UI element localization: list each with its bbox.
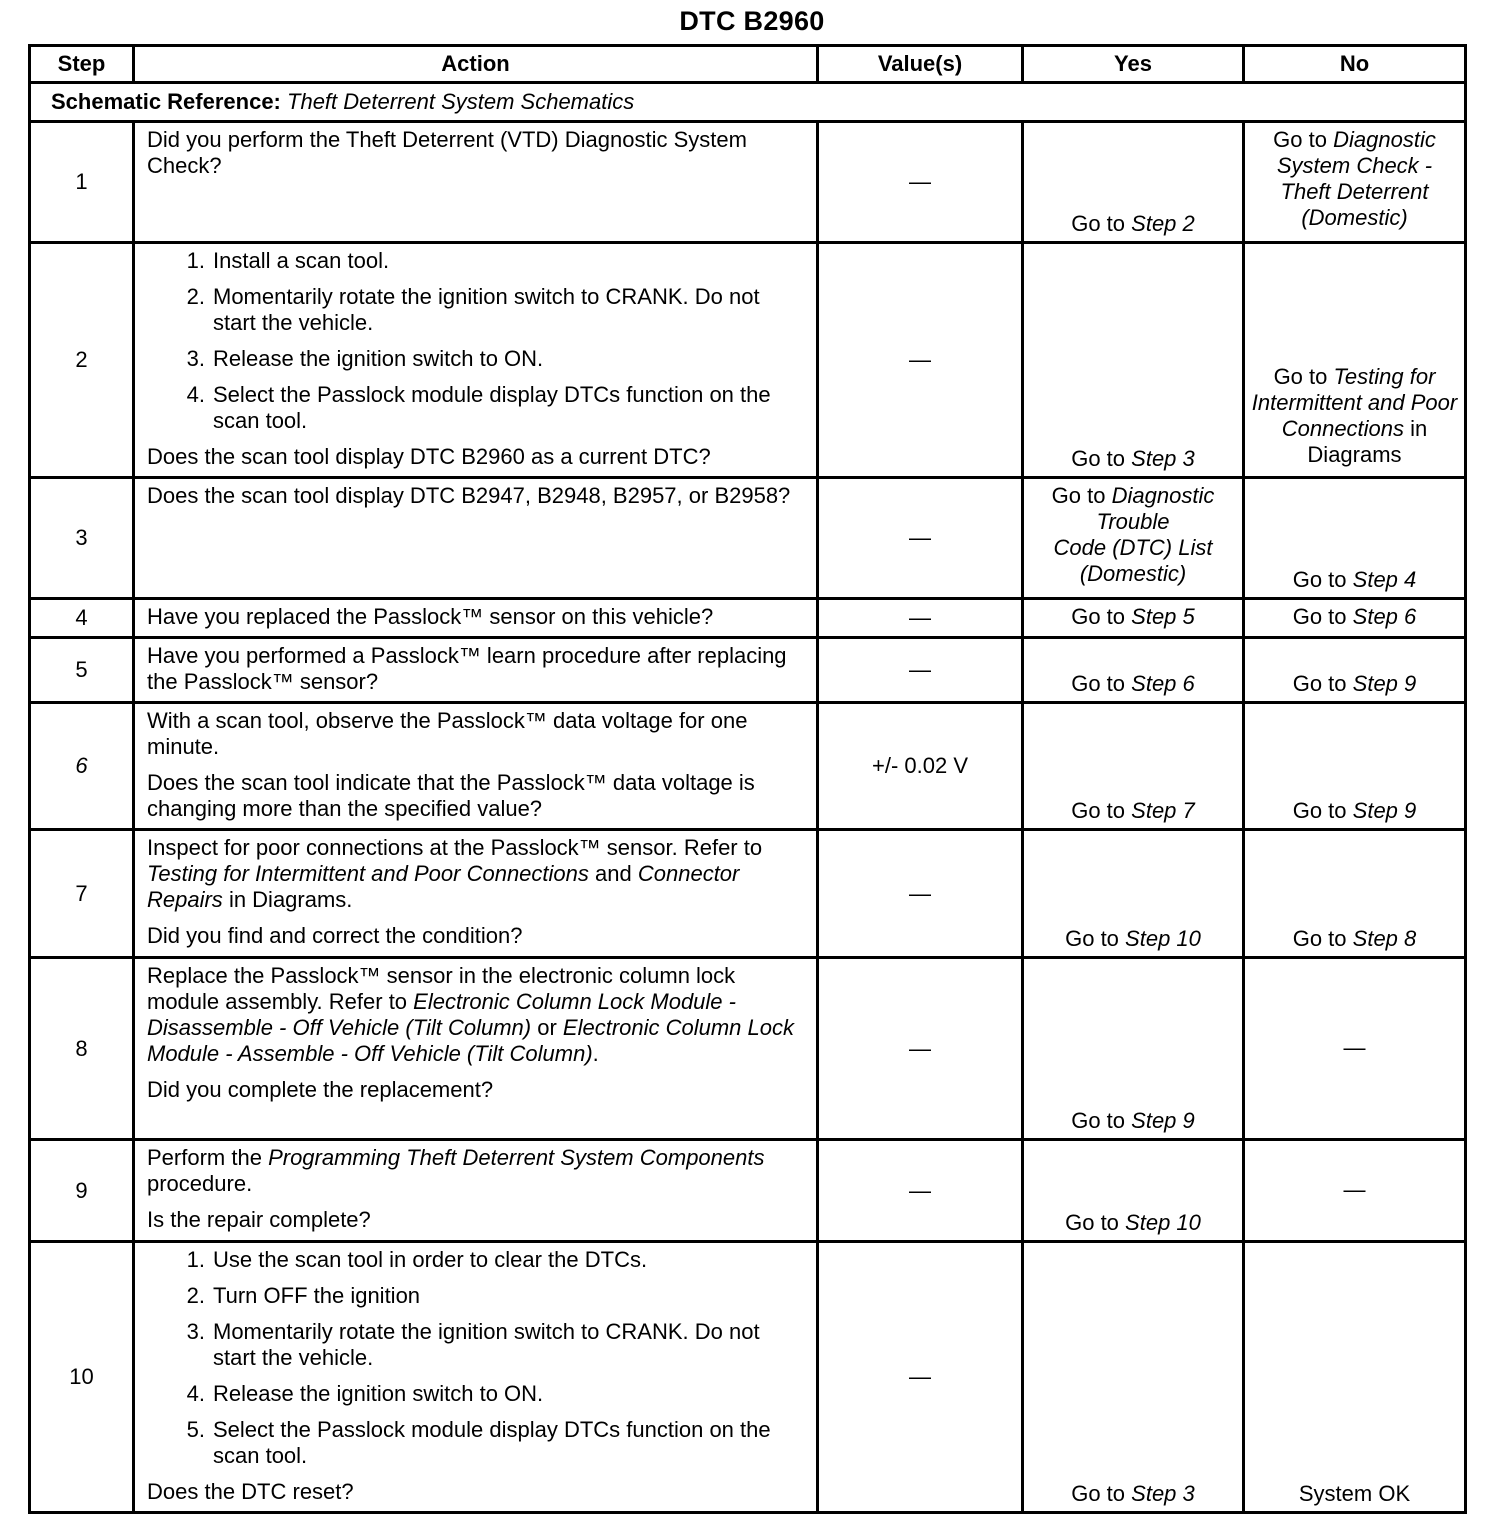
action-list (147, 1247, 804, 1469)
action-list (147, 248, 804, 434)
question-text: Did you find and correct the condition? (147, 923, 523, 948)
action-text-b: in Diagrams. (228, 887, 353, 912)
no-tail: Diagrams (1307, 442, 1402, 467)
table-row (30, 830, 1466, 958)
value-cell: — (818, 1242, 1023, 1513)
action-cell (134, 958, 818, 1140)
action-text (147, 1145, 804, 1197)
step-number: 3 (30, 478, 134, 599)
reference-link[interactable]: Electronic Column Lock Module - Assemble - Off Vehicle (Tilt Column) (147, 1015, 795, 1066)
step-number: 5 (30, 638, 134, 703)
item-text: Release the ignition switch to ON. (213, 346, 544, 371)
goto-label: Go to (1065, 1210, 1119, 1235)
question-text: Does the scan tool display DTC B2960 as a current DTC? (147, 444, 711, 469)
list-item (147, 382, 804, 434)
step-number: 4 (30, 599, 134, 638)
no-step-link[interactable]: Step 8 (1352, 926, 1417, 951)
action-cell (134, 122, 818, 243)
yes-cell (1023, 1242, 1244, 1513)
table-row (30, 638, 1466, 703)
step-number: 2 (30, 243, 134, 478)
goto-label: Go to (1071, 446, 1126, 471)
value-cell: — (818, 958, 1023, 1140)
list-item (147, 284, 804, 336)
item-text: Select the Passlock module display DTCs function on the scan tool. (213, 1417, 771, 1468)
yes-cell (1023, 599, 1244, 638)
yes-step-link[interactable]: Step 6 (1131, 671, 1195, 696)
action-cell (134, 478, 818, 599)
item-text: Momentarily rotate the ignition switch to CRANK. Do not start the vehicle. (213, 1319, 760, 1370)
action-text-b: procedure. (147, 1171, 253, 1196)
action-text: Did you perform the Theft Deterrent (VTD) Diagnostic System Check? (147, 127, 747, 178)
action-text: Does the scan tool display DTC B2947, B2948, B2957, or B2958? (147, 483, 791, 508)
step-number: 7 (30, 830, 134, 958)
goto-label: Go to (1273, 364, 1328, 389)
yes-cell (1023, 1140, 1244, 1242)
yes-step-link[interactable]: Step 9 (1131, 1108, 1195, 1133)
goto-label: Go to (1051, 483, 1106, 508)
goto-label: Go to (1071, 671, 1126, 696)
action-text: Have you replaced the Passlock™ sensor on this vehicle? (147, 604, 714, 629)
item-number: 4. (186, 1381, 205, 1406)
goto-label: Go to (1071, 211, 1126, 236)
no-cell (1244, 830, 1466, 958)
action-cell (134, 703, 818, 830)
table-row (30, 1242, 1466, 1513)
list-item (147, 248, 804, 274)
yes-cell (1023, 958, 1244, 1140)
no-cell (1244, 243, 1466, 478)
reference-link[interactable]: Testing for Intermittent and Poor Connections (147, 861, 589, 886)
list-item (147, 1381, 804, 1407)
no-link[interactable]: Testing for Intermittent and Poor Connections (1251, 364, 1458, 441)
item-text: Select the Passlock module display DTCs function on the scan tool. (213, 382, 771, 433)
yes-cell (1023, 478, 1244, 599)
list-item (147, 1283, 804, 1309)
item-text: Install a scan tool. (213, 248, 390, 273)
reference-link[interactable]: Electronic Column Lock Module - Disassemble - Off Vehicle (Tilt Column) (147, 989, 736, 1040)
header-yes: Yes (1023, 46, 1244, 83)
item-number: 4. (186, 382, 205, 407)
action-text-a: Perform the (147, 1145, 262, 1170)
schematic-label: Schematic Reference: (51, 89, 281, 114)
no-cell (1244, 638, 1466, 703)
goto-label: Go to (1071, 1481, 1126, 1506)
item-number: 2. (186, 1283, 205, 1308)
list-item (147, 1247, 804, 1273)
yes-cell (1023, 703, 1244, 830)
yes-step-link[interactable]: Step 7 (1131, 798, 1195, 823)
action-cell (134, 243, 818, 478)
no-cell (1244, 122, 1466, 243)
action-cell (134, 1140, 818, 1242)
question-text: Did you complete the replacement? (147, 1077, 494, 1102)
header-action: Action (134, 46, 818, 83)
value-cell: — (818, 599, 1023, 638)
value-cell: — (818, 243, 1023, 478)
step-number: 1 (30, 122, 134, 243)
action-text-a: Inspect for poor connections at the Passlock™ sensor. Refer to (147, 835, 763, 860)
goto-label: Go to (1292, 567, 1347, 592)
item-text: Release the ignition switch to ON. (213, 1381, 544, 1406)
action-cell (134, 830, 818, 958)
item-number: 3. (186, 346, 205, 371)
goto-label: Go to (1292, 671, 1347, 696)
item-number: 2. (186, 284, 205, 309)
conjunction: and (595, 861, 632, 886)
question-text: Does the scan tool indicate that the Passlock™ data voltage is changing more than the specified value? (147, 770, 755, 821)
goto-label: Go to (1071, 604, 1126, 629)
item-text: Momentarily rotate the ignition switch to CRANK. Do not start the vehicle. (213, 284, 760, 335)
reference-link[interactable]: Connector Repairs (147, 861, 740, 912)
no-cell (1244, 703, 1466, 830)
goto-label: Go to (1071, 798, 1126, 823)
action-cell (134, 1242, 818, 1513)
step-number: 6 (30, 703, 134, 830)
goto-label: Go to (1292, 798, 1347, 823)
page-title: DTC B2960 (679, 6, 825, 36)
list-item (147, 1417, 804, 1469)
list-item (147, 1319, 804, 1371)
yes-cell (1023, 243, 1244, 478)
no-link[interactable]: Diagnostic System Check - Theft Deterrent (Domestic) (1276, 127, 1436, 230)
diagnostic-table (28, 44, 1467, 1514)
reference-link[interactable]: Programming Theft Deterrent System Components (268, 1145, 765, 1170)
step-number: 8 (30, 958, 134, 1140)
item-text: Turn OFF the ignition (213, 1283, 421, 1308)
header-values: Value(s) (818, 46, 1023, 83)
value-cell: — (818, 122, 1023, 243)
item-number: 1. (186, 248, 205, 273)
item-number: 5. (186, 1417, 205, 1442)
value-cell: +/- 0.02 V (818, 703, 1023, 830)
step-number: 10 (30, 1242, 134, 1513)
table-row (30, 122, 1466, 243)
list-item (147, 346, 804, 372)
no-cell (1244, 599, 1466, 638)
no-step-link[interactable]: Step 9 (1352, 671, 1417, 696)
question-text: Is the repair complete? (147, 1207, 371, 1232)
item-number: 1. (186, 1247, 205, 1272)
item-number: 3. (186, 1319, 205, 1344)
goto-label: Go to (1273, 127, 1327, 152)
yes-cell (1023, 122, 1244, 243)
goto-label: Go to (1292, 926, 1347, 951)
table-row (30, 703, 1466, 830)
value-cell: — (818, 1140, 1023, 1242)
no-step-link[interactable]: Step 6 (1352, 604, 1417, 629)
action-text (147, 963, 804, 1067)
table-row (30, 478, 1466, 599)
goto-label: Go to (1071, 1108, 1126, 1133)
yes-step-link[interactable]: Step 10 (1125, 1210, 1201, 1235)
action-cell (134, 638, 818, 703)
yes-step-link[interactable]: Step 2 (1131, 211, 1195, 236)
table-row (30, 599, 1466, 638)
value-cell: — (818, 638, 1023, 703)
question-text: Does the DTC reset? (147, 1479, 354, 1504)
table-row (30, 958, 1466, 1140)
yes-step-link[interactable]: Step 3 (1131, 1481, 1195, 1506)
no-suffix: in (1410, 416, 1428, 441)
no-cell (1244, 1242, 1466, 1513)
value-cell: — (818, 830, 1023, 958)
yes-step-link[interactable]: Step 3 (1131, 446, 1195, 471)
action-cell (134, 599, 818, 638)
no-cell (1244, 478, 1466, 599)
action-text: Have you performed a Passlock™ learn procedure after replacing the Passlock™ sensor? (147, 643, 787, 694)
action-text (147, 835, 804, 913)
yes-cell (1023, 830, 1244, 958)
header-no: No (1244, 46, 1466, 83)
step-number: 9 (30, 1140, 134, 1242)
action-text-a: Replace the Passlock™ sensor in the electronic column lock module assembly. Refer to (147, 963, 736, 1014)
schematic-link[interactable]: Theft Deterrent System Schematics (287, 89, 635, 114)
schematic-reference (30, 83, 1466, 122)
table-row (30, 1140, 1466, 1242)
item-text: Use the scan tool in order to clear the DTCs. (213, 1247, 648, 1272)
period: . (592, 1041, 599, 1066)
no-step-link[interactable]: Step 4 (1352, 567, 1417, 592)
result-text: System OK (1298, 1481, 1411, 1506)
table-row (30, 243, 1466, 478)
yes-link[interactable]: Diagnostic Trouble (1096, 483, 1215, 534)
yes-step-link[interactable]: Step 10 (1125, 926, 1201, 951)
goto-label: Go to (1292, 604, 1347, 629)
yes-step-link[interactable]: Step 5 (1131, 604, 1195, 629)
conjunction: or (537, 1015, 557, 1040)
header-row (30, 46, 1466, 83)
yes-cell (1023, 638, 1244, 703)
action-text: With a scan tool, observe the Passlock™ data voltage for one minute. (147, 708, 748, 759)
no-step-link[interactable]: Step 9 (1352, 798, 1417, 823)
no-cell: — (1244, 958, 1466, 1140)
goto-label: Go to (1065, 926, 1119, 951)
yes-link-cont[interactable]: Code (DTC) List (Domestic) (1053, 535, 1213, 586)
schematic-reference-row (30, 83, 1466, 122)
header-step: Step (30, 46, 134, 83)
no-cell: — (1244, 1140, 1466, 1242)
value-cell: — (818, 478, 1023, 599)
